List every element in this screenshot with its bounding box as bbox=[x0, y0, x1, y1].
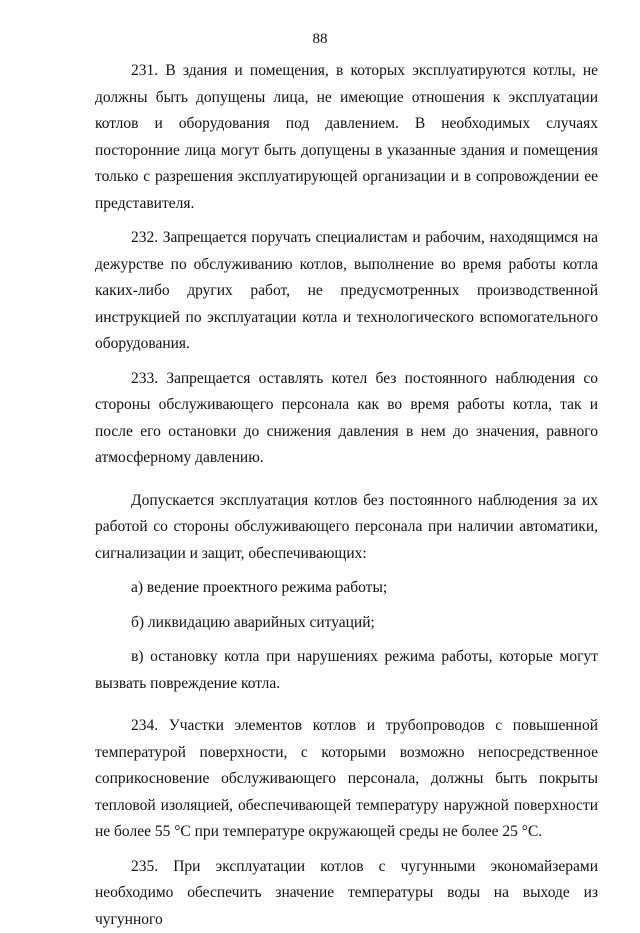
paragraph-231: 231. В здания и помещения, в которых эксплуатируются котлы, не должны быть допущены лица, не имеющие отношения к эксплуатации котлов и оборудования под давлением. В необходимых случаях посторонние лица могут быть допущены в указанные здания и помещения только с разрешения эксплуатирующей организации и в сопровождении ее представителя. bbox=[95, 58, 598, 217]
paragraph-233: 233. Запрещается оставлять котел без постоянного наблюдения со стороны обслуживающего персонала как во время работы котла, так и после его остановки до снижения давления в нем до значения, равного атмосферному давлению. bbox=[95, 366, 598, 472]
list-item-a: а) ведение проектного режима работы; bbox=[95, 575, 598, 602]
page-number: 88 bbox=[0, 29, 640, 49]
paragraph-232: 232. Запрещается поручать специалистам и рабочим, находящимся на дежурстве по обслуживанию котлов, выполнение во время работы котла каких-либо других работ, не предусмотренных производственной инструкцией по эксплуатации котла и технологического вспомогательного оборудования. bbox=[95, 225, 598, 358]
paragraph-permission: Допускается эксплуатация котлов без постоянного наблюдения за их работой со стороны обслуживающего персонала при наличии автоматики, сигнализации и защит, обеспечивающих: bbox=[95, 488, 598, 568]
document-body bbox=[95, 58, 598, 933]
list-item-b: б) ликвидацию аварийных ситуаций; bbox=[95, 610, 598, 637]
paragraph-235: 235. При эксплуатации котлов с чугунными экономайзерами необходимо обеспечить значение температуры воды на выходе из чугунного bbox=[95, 854, 598, 933]
paragraph-234: 234. Участки элементов котлов и трубопроводов с повышенной температурой поверхности, с которыми возможно непосредственное соприкосновение обслуживающего персонала, должны быть покрыты тепловой изоляцией, обеспечивающей температуру наружной поверхности не более 55 °С при температуре окружающей среды не более 25 °С. bbox=[95, 713, 598, 846]
list-item-c: в) остановку котла при нарушениях режима работы, которые могут вызвать повреждение котла. bbox=[95, 644, 598, 697]
